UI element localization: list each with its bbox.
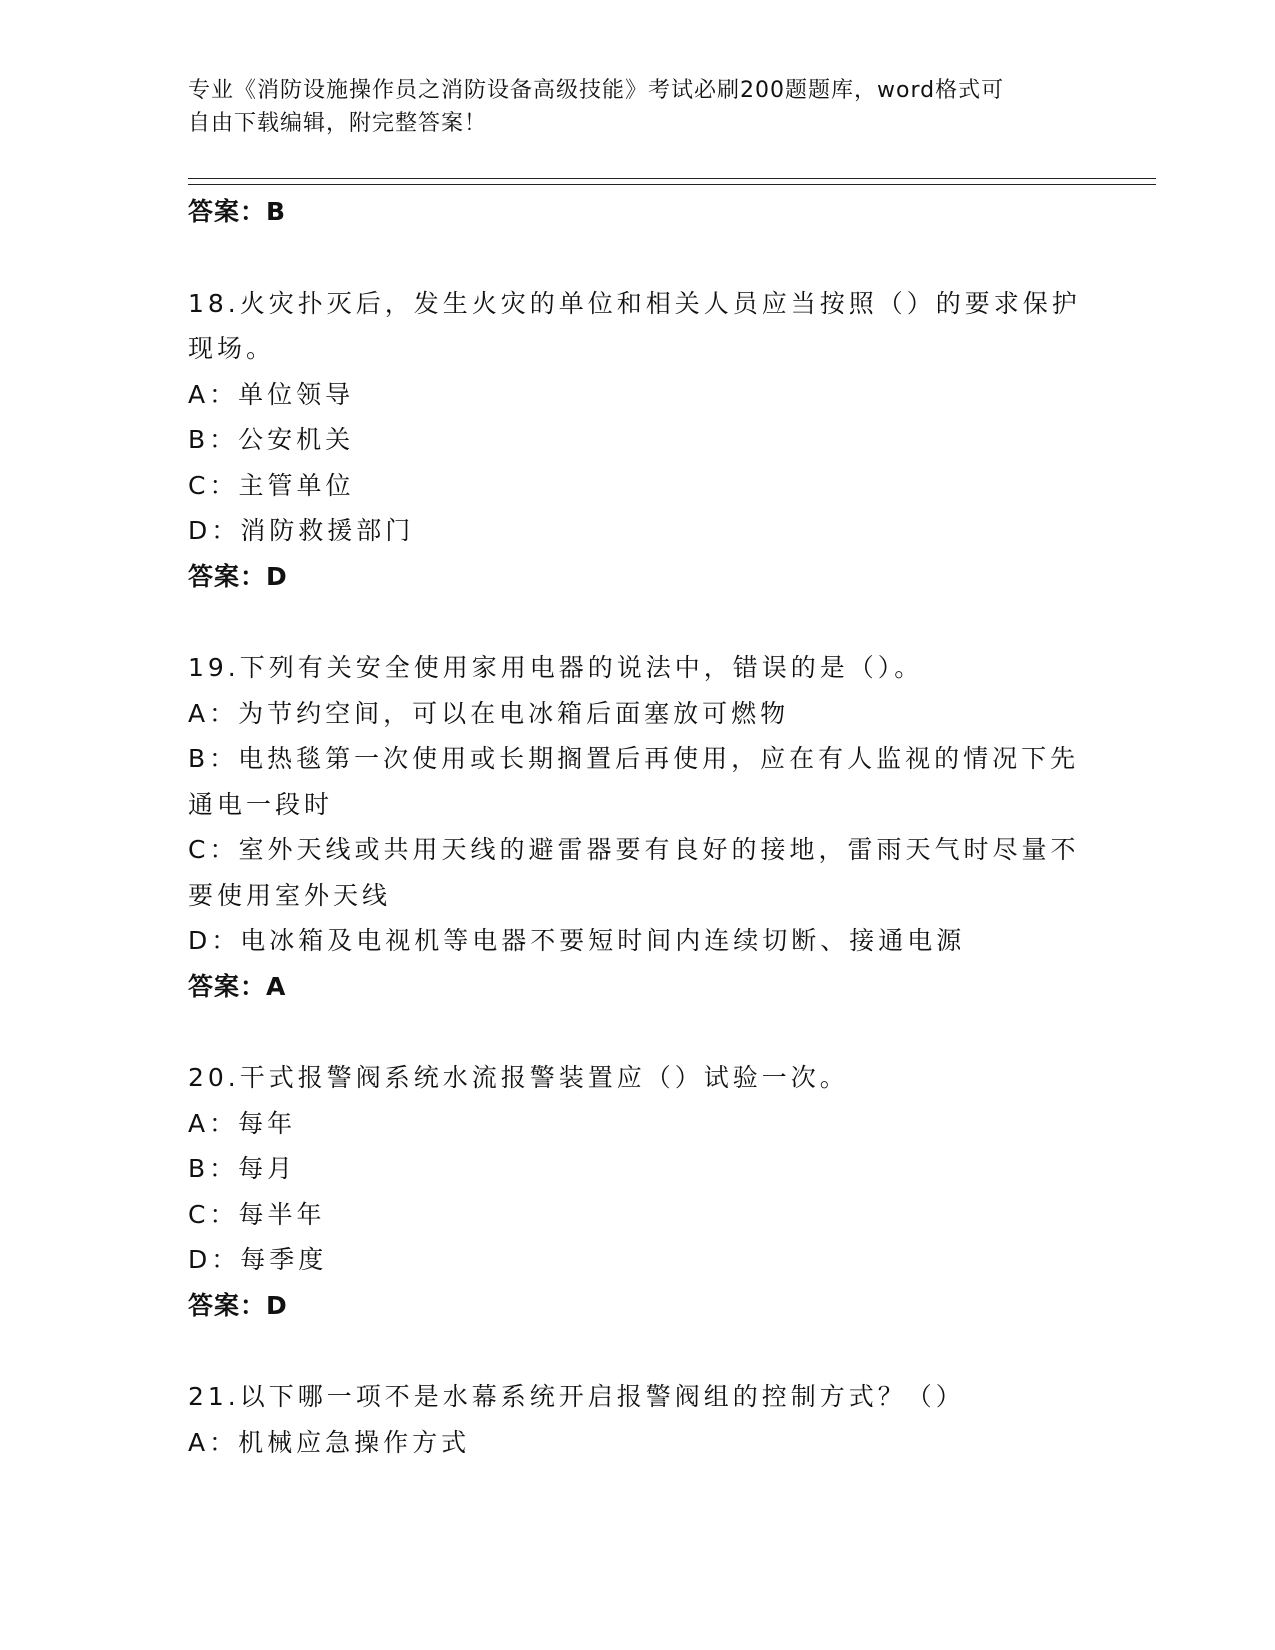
document-header — [188, 74, 1068, 140]
question-stem-line: 18.火灾扑灭后，发生火灾的单位和相关人员应当按照（）的要求保护 — [188, 288, 1081, 318]
option-c: C：每半年 — [188, 1199, 326, 1229]
question-21 — [188, 1374, 1088, 1465]
option-c: C：室外天线或共用天线的避雷器要有良好的接地，雷雨天气时尽量不 — [188, 835, 1080, 864]
header-line-2: 自由下载编辑，附完整答案！ — [188, 111, 488, 136]
header-divider-top — [188, 178, 1156, 179]
document-content — [188, 189, 1088, 1465]
option-c: C：主管单位 — [188, 470, 355, 500]
question-stem-line: 19.下列有关安全使用家用电器的说法中，错误的是（）。 — [188, 653, 924, 682]
option-d: D：电冰箱及电视机等电器不要短时间内连续切断、接通电源 — [188, 926, 966, 955]
option-a: A：每年 — [188, 1108, 297, 1138]
answer-18: 答案：D — [188, 561, 288, 591]
spacer — [188, 1328, 1088, 1374]
question-19 — [188, 645, 1088, 1009]
question-stem-line: 20.干式报警阀系统水流报警装置应（）试验一次。 — [188, 1063, 849, 1092]
answer-20: 答案：D — [188, 1290, 288, 1320]
option-b-continued: 通电一段时 — [188, 789, 334, 819]
answer-19: 答案：A — [188, 971, 287, 1001]
option-a: A：机械应急操作方式 — [188, 1427, 471, 1457]
question-20 — [188, 1055, 1088, 1328]
option-a: A：为节约空间，可以在电冰箱后面塞放可燃物 — [188, 698, 790, 728]
option-d: D：每季度 — [188, 1245, 328, 1274]
option-b: B：每月 — [188, 1154, 297, 1183]
header-line-1: 专业《消防设施操作员之消防设备高级技能》考试必刷200题题库，word格式可 — [188, 78, 1005, 103]
spacer — [188, 1009, 1088, 1055]
option-b: B：电热毯第一次使用或长期搁置后再使用，应在有人监视的情况下先 — [188, 744, 1080, 773]
option-a: A：单位领导 — [188, 379, 355, 409]
question-18 — [188, 281, 1088, 600]
option-c-continued: 要使用室外天线 — [188, 880, 392, 910]
option-d: D：消防救援部门 — [188, 516, 415, 545]
spacer — [188, 599, 1088, 645]
question-stem-line: 21.以下哪一项不是水幕系统开启报警阀组的控制方式？（） — [188, 1382, 965, 1411]
option-b: B：公安机关 — [188, 425, 355, 454]
header-divider-bottom — [188, 184, 1156, 185]
spacer — [188, 235, 1088, 281]
answer-17: 答案：B — [188, 197, 287, 226]
question-stem-line: 现场。 — [188, 334, 276, 363]
